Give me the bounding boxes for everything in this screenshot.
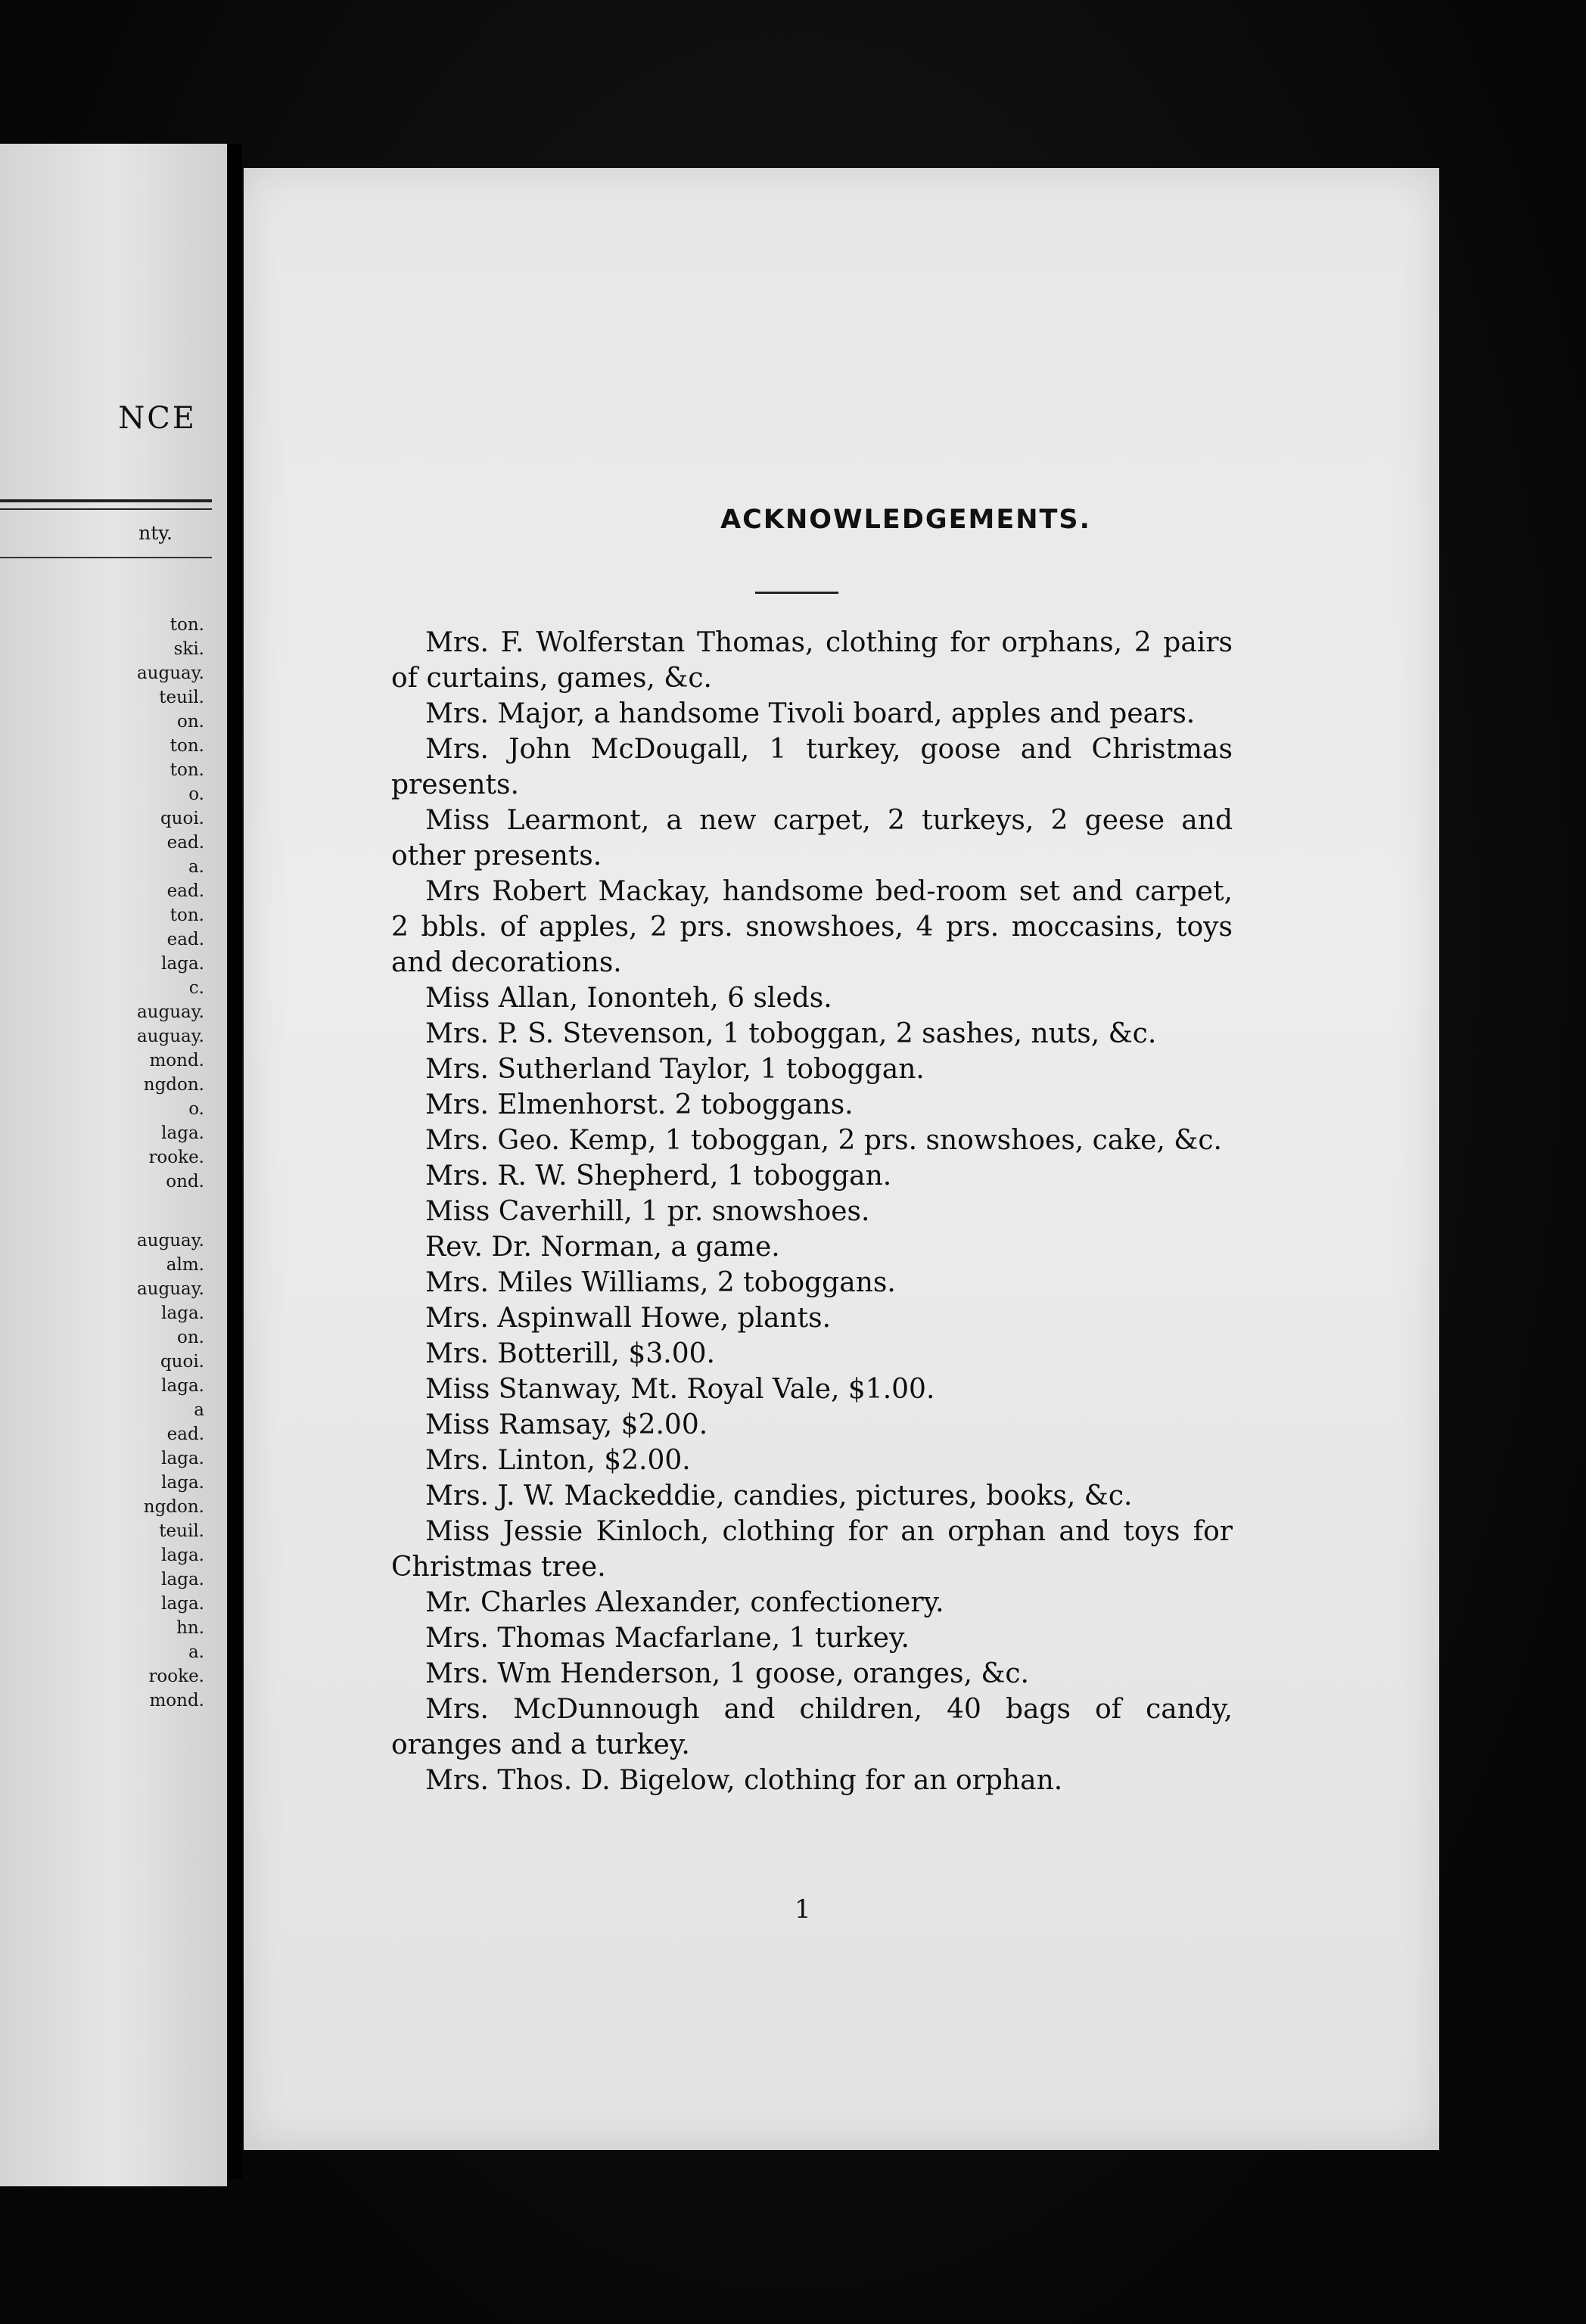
acknowledgement-entry: Mrs. Linton, $2.00. [425, 1445, 691, 1476]
left-page-fragment: ead. [166, 833, 204, 853]
left-page-double-rule [0, 499, 212, 502]
title-rule [755, 592, 838, 594]
left-page-fragment: c. [188, 978, 204, 998]
left-page-fragment: a. [188, 857, 204, 877]
acknowledgement-entry: Mrs. Geo. Kemp, 1 toboggan, 2 prs. snowshoes, cake, &c. [425, 1125, 1222, 1156]
left-page-fragment: a [194, 1400, 204, 1420]
left-page-fragment: laga. [161, 1473, 204, 1493]
acknowledgement-entry: Rev. Dr. Norman, a game. [425, 1232, 780, 1263]
left-page-fragment: hn. [176, 1618, 204, 1638]
acknowledgement-entry: Mrs. John McDougall, 1 turkey, goose and Christmas presents. [391, 734, 1233, 800]
left-page-fragment: o. [188, 1099, 204, 1119]
left-page-fragment: auguay. [136, 663, 204, 683]
left-page-fragment: ski. [173, 639, 204, 659]
left-page-fragment-list [0, 613, 204, 1713]
left-page-fragment: ead. [166, 1425, 204, 1444]
acknowledgement-entry: Mrs. Elmenhorst. 2 toboggans. [425, 1089, 854, 1120]
acknowledgement-entry: Mr. Charles Alexander, confectionery. [425, 1587, 944, 1618]
acknowledgement-entry: Miss Stanway, Mt. Royal Vale, $1.00. [425, 1374, 935, 1405]
left-page-fragment: ton. [169, 736, 204, 756]
left-page-fragment: mond. [149, 1051, 204, 1070]
left-page-column-heading: nty. [138, 522, 173, 544]
acknowledgement-entry: Mrs. Thos. D. Bigelow, clothing for an orphan. [425, 1765, 1063, 1796]
left-page-fragment: laga. [161, 1123, 204, 1143]
acknowledgement-entry: Mrs. Major, a handsome Tivoli board, apples and pears. [425, 698, 1196, 729]
page-title: ACKNOWLEDGEMENTS. [720, 505, 1091, 535]
left-page-fragment: o. [188, 785, 204, 804]
left-page-fragment: teuil. [159, 688, 204, 707]
acknowledgement-entry: Miss Caverhill, 1 pr. snowshoes. [425, 1196, 870, 1227]
acknowledgement-entry: Miss Jessie Kinloch, clothing for an orphan and toys for Christmas tree. [391, 1516, 1233, 1583]
left-page-fragment: alm. [166, 1255, 204, 1275]
left-page-fragment: laga. [161, 1570, 204, 1589]
left-page-fragment: ngdon. [143, 1497, 204, 1517]
left-page-fragment: ead. [166, 930, 204, 949]
acknowledgement-entry: Mrs. Miles Williams, 2 toboggans. [425, 1267, 896, 1298]
acknowledgement-entry: Mrs. P. S. Stevenson, 1 toboggan, 2 sashes, nuts, &c. [425, 1018, 1157, 1049]
acknowledgement-entry: Mrs. Thomas Macfarlane, 1 turkey. [425, 1623, 910, 1654]
left-page-fragment: laga. [161, 1594, 204, 1614]
left-page-fragment: on. [177, 712, 204, 732]
left-page-double-rule-thin [0, 508, 212, 510]
acknowledgement-entry: Mrs. Botterill, $3.00. [425, 1338, 715, 1369]
left-page-fragment: auguay. [136, 1027, 204, 1046]
left-page-fragment: quoi. [160, 1352, 204, 1372]
acknowledgement-entry: Mrs Robert Mackay, handsome bed-room set and carpet, 2 bbls. of apples, 2 prs. snowshoes, 4 prs. moccasins, toys and decorations. [391, 876, 1233, 978]
acknowledgement-entry: Miss Ramsay, $2.00. [425, 1409, 708, 1440]
main-page [244, 168, 1439, 2150]
book-gutter [227, 144, 242, 2179]
left-page-fragment: laga. [161, 1303, 204, 1323]
acknowledgement-entry: Miss Learmont, a new carpet, 2 turkeys, 2 geese and other presents. [391, 805, 1233, 872]
left-page-fragment: laga. [161, 1449, 204, 1468]
left-page-fragment: mond. [149, 1691, 204, 1710]
acknowledgement-entry: Miss Allan, Iononteh, 6 sleds. [425, 983, 832, 1014]
left-page-fragment: laga. [161, 954, 204, 974]
left-page-fragment: ton. [169, 760, 204, 780]
left-page-header-fragment: NCE [118, 401, 197, 436]
left-page-fragment: ton. [169, 906, 204, 925]
left-page-fragment: laga. [161, 1546, 204, 1565]
acknowledgement-entry: Mrs. Aspinwall Howe, plants. [425, 1303, 832, 1334]
acknowledgement-entry: Mrs. R. W. Shepherd, 1 toboggan. [425, 1160, 892, 1192]
left-page-column-rule [0, 557, 212, 558]
left-page-fragment: ead. [166, 881, 204, 901]
acknowledgement-list [391, 625, 1233, 1798]
left-page-fragment: rooke. [148, 1148, 204, 1167]
acknowledgement-entry: Mrs. J. W. Mackeddie, candies, pictures, books, &c. [425, 1480, 1133, 1512]
left-page-fragment: a. [188, 1642, 204, 1662]
left-page-fragment: quoi. [160, 809, 204, 828]
left-page-fragment: ond. [166, 1172, 204, 1192]
left-page-fragment: ton. [169, 615, 204, 635]
left-page-fragment: teuil. [159, 1521, 204, 1541]
acknowledgement-entry: Mrs. F. Wolferstan Thomas, clothing for orphans, 2 pairs of curtains, games, &c. [391, 627, 1233, 694]
acknowledgement-entry: Mrs. Wm Henderson, 1 goose, oranges, &c. [425, 1658, 1029, 1689]
left-page-fragment: laga. [161, 1376, 204, 1396]
left-page-fragment: auguay. [136, 1279, 204, 1299]
acknowledgement-entry: Mrs. McDunnough and children, 40 bags of candy, oranges and a turkey. [391, 1694, 1233, 1760]
left-page-fragment: auguay. [136, 1002, 204, 1022]
left-page-fragment: rooke. [148, 1667, 204, 1686]
acknowledgement-entry: Mrs. Sutherland Taylor, 1 toboggan. [425, 1054, 925, 1085]
page-number: 1 [795, 1894, 811, 1925]
left-page-fragment: auguay. [136, 1231, 204, 1251]
left-facing-page [0, 144, 227, 2186]
left-page-fragment: on. [177, 1328, 204, 1347]
left-page-fragment: ngdon. [143, 1075, 204, 1095]
